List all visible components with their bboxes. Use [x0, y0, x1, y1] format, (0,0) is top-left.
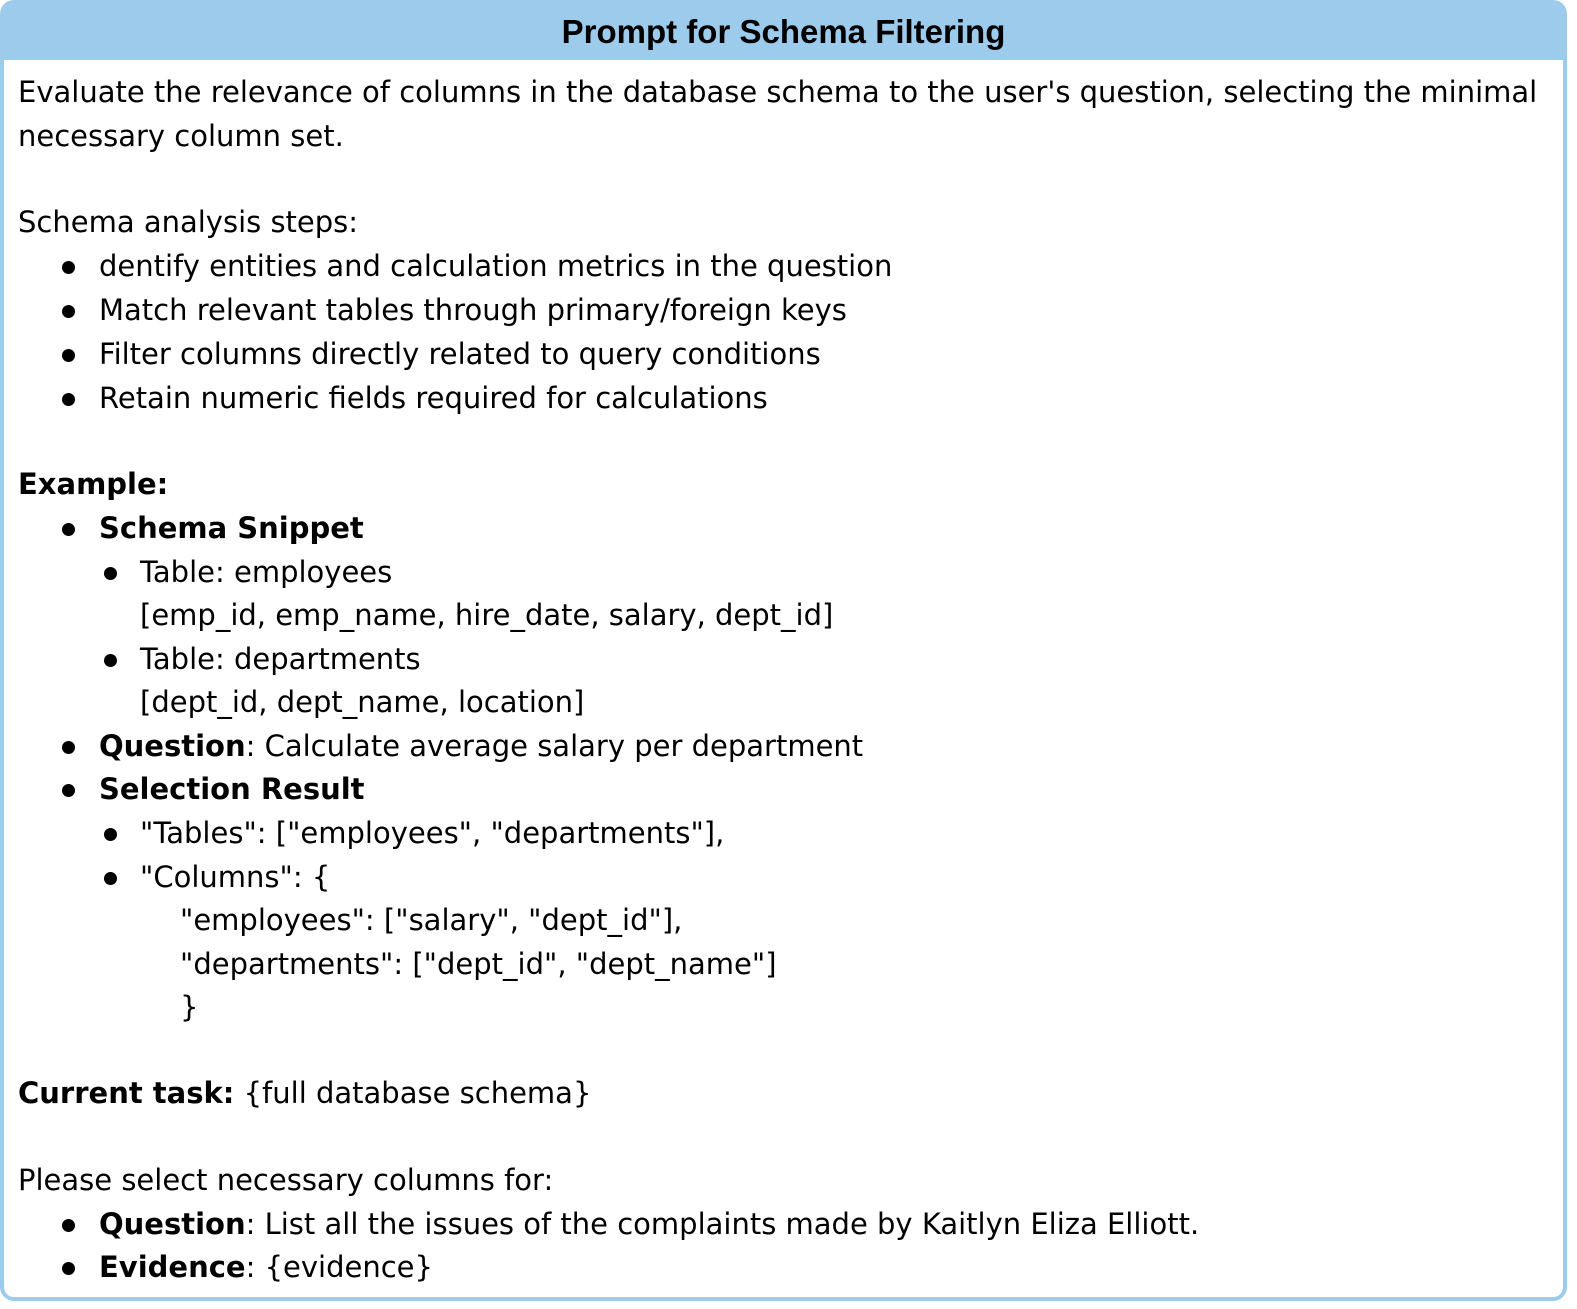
bullet-icon: [62, 305, 75, 318]
bullet-icon: [62, 741, 75, 754]
step-item: Filter columns directly related to query conditions: [99, 337, 821, 371]
selection-tables: "Tables": ["employees", "departments"],: [140, 816, 725, 850]
bullet-icon: [62, 349, 75, 362]
request-question-label: Question: [99, 1207, 246, 1241]
example-question: [99, 729, 864, 763]
step-item: dentify entities and calculation metrics in the question: [99, 249, 893, 283]
current-task-text: {full database schema}: [234, 1076, 592, 1110]
example-question-text: : Calculate average salary per department: [245, 729, 864, 763]
selection-columns-departments: "departments": ["dept_id", "dept_name"]: [180, 947, 777, 981]
step-item: Match relevant tables through primary/foreign keys: [99, 293, 847, 327]
selection-columns-employees: "employees": ["salary", "dept_id"],: [180, 903, 683, 937]
intro-line-1: Evaluate the relevance of columns in the database schema to the user's question, selecting the minimal: [18, 75, 1538, 109]
bullet-icon: [62, 1219, 75, 1232]
request-evidence-label: Evidence: [99, 1250, 246, 1284]
table-departments-columns: [dept_id, dept_name, location]: [140, 685, 585, 719]
step-item: Retain numeric fields required for calculations: [99, 381, 768, 415]
request-question-text: : List all the issues of the complaints made by Kaitlyn Eliza Elliott.: [245, 1207, 1200, 1241]
bullet-icon: [62, 393, 75, 406]
steps-label: Schema analysis steps:: [18, 205, 359, 239]
example-label: Example:: [18, 467, 169, 501]
table-departments-title: Table: departments: [140, 642, 421, 676]
selection-result-label: Selection Result: [99, 772, 365, 806]
request-evidence: [99, 1250, 433, 1284]
selection-columns-close: }: [180, 990, 199, 1024]
current-task: [18, 1076, 592, 1110]
table-employees-columns: [emp_id, emp_name, hire_date, salary, dept_id]: [140, 598, 834, 632]
current-task-label: Current task:: [18, 1076, 235, 1110]
intro-line-2: necessary column set.: [18, 119, 344, 153]
bullet-icon: [104, 828, 117, 841]
bullet-icon: [104, 654, 117, 667]
card-title: Prompt for Schema Filtering: [4, 4, 1563, 60]
table-employees-title: Table: employees: [140, 555, 393, 589]
selection-columns-open: "Columns": {: [140, 860, 331, 894]
bullet-icon: [104, 872, 117, 885]
request-question: [99, 1207, 1200, 1241]
example-question-label: Question: [99, 729, 246, 763]
bullet-icon: [62, 261, 75, 274]
request-evidence-text: : {evidence}: [245, 1250, 433, 1284]
bullet-icon: [104, 567, 117, 580]
bullet-icon: [62, 784, 75, 797]
request-label: Please select necessary columns for:: [18, 1163, 554, 1197]
bullet-icon: [62, 1262, 75, 1275]
bullet-icon: [62, 523, 75, 536]
schema-snippet-label: Schema Snippet: [99, 511, 364, 545]
